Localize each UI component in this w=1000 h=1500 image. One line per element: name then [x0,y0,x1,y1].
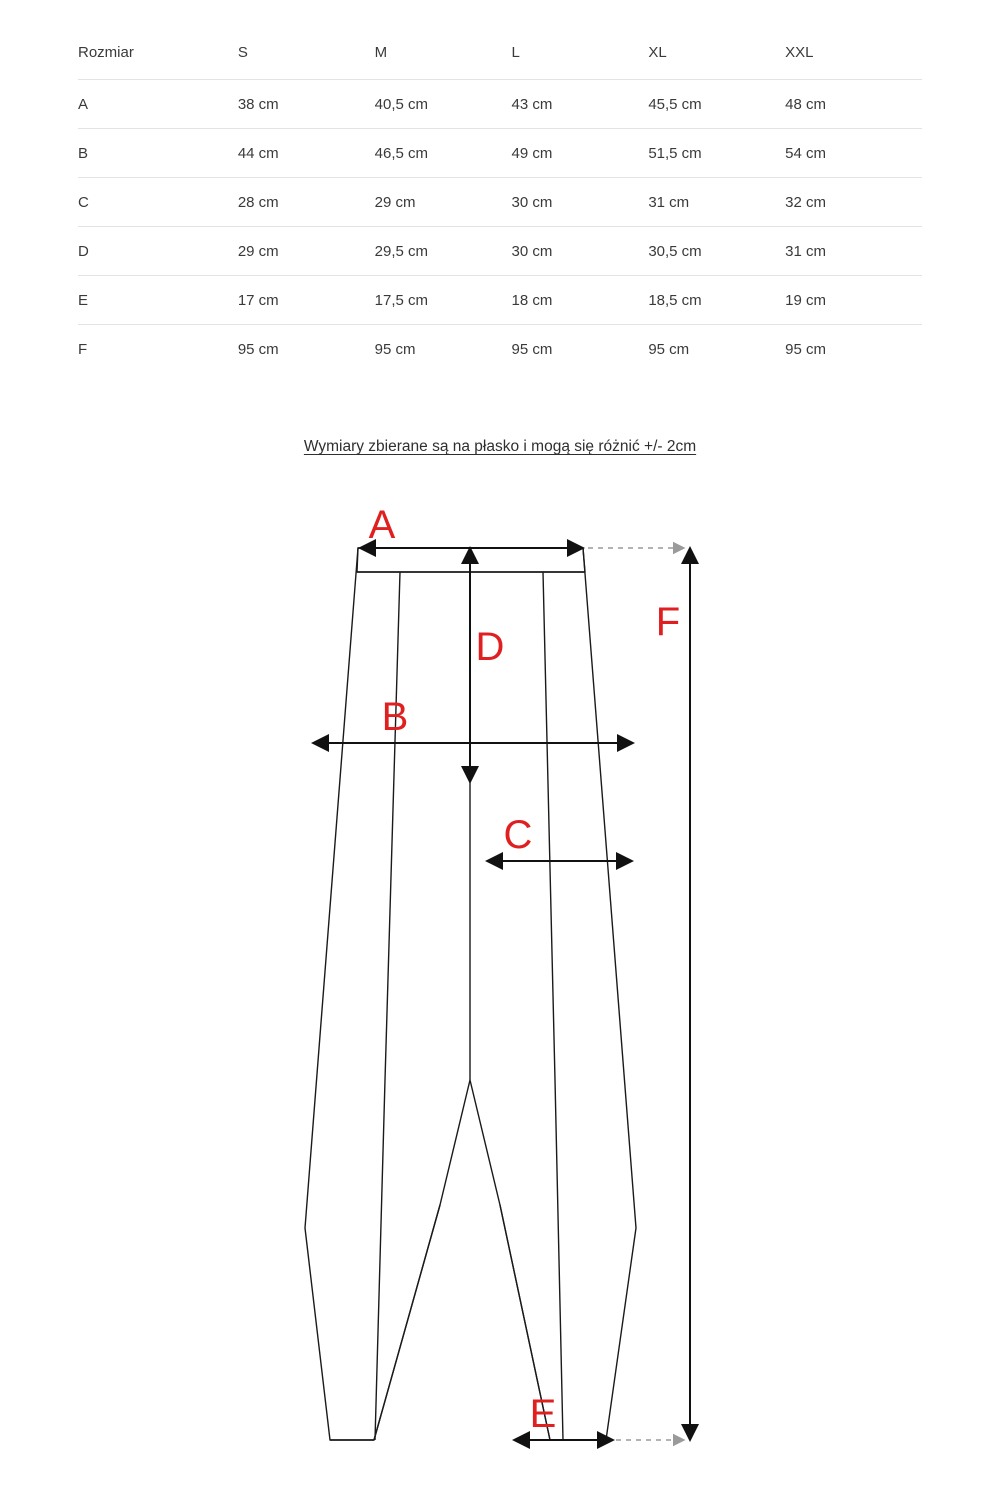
cell-f-m: 95 cm [374,341,416,358]
cell-e-xl: 18,5 cm [648,276,785,325]
dimension-a [360,503,583,548]
cell-d-xxl: 31 cm [785,227,922,276]
cell-e-s: 17 cm [238,276,375,325]
cell-f-l: 95 cm [511,341,553,358]
row-label-d: D [78,227,238,276]
dimension-f [656,548,690,1440]
row-label-a: A [78,80,238,129]
cell-c-l: 30 cm [511,178,648,227]
cell-b-s: 44 cm [238,129,375,178]
table-body [78,80,922,374]
trousers-diagram [0,480,1000,1490]
column-header-rozmiar: Rozmiar [78,36,238,80]
cell-a-s: 38 cm [238,80,375,129]
cell-b-xl: 51,5 cm [648,129,785,178]
column-header-m: M [375,36,512,80]
cell-a-xxl: 48 cm [785,80,922,129]
cell-b-m: 46,5 cm [375,129,512,178]
table-row [78,227,922,276]
cell-c-xxl: 32 cm [785,178,922,227]
cell-e-l: 18 cm [511,276,648,325]
row-label-e: E [78,276,238,325]
row-label-b: B [78,129,238,178]
cell-f-s: 95 cm [237,341,279,358]
cell-d-l: 30 cm [511,227,648,276]
column-header-xxl: XXL [785,36,922,80]
dimension-d [470,548,504,782]
dimension-label-a: A [368,503,396,547]
dimension-b [313,695,633,743]
cell-d-m: 29,5 cm [375,227,512,276]
cell-e-xxl: 19 cm [785,276,922,325]
row-label-c: C [78,178,238,227]
dimension-label-d: D [475,625,505,669]
cell-b-l: 49 cm [511,129,648,178]
table-row [78,276,922,325]
cell-e-m: 17,5 cm [375,276,512,325]
column-header-l: L [511,36,648,80]
dimension-label-b: B [381,695,409,739]
guide-lines [588,548,684,1440]
table-row [78,178,922,227]
cell-f-xl: 95 cm [648,341,690,358]
measurement-note: Wymiary zbierane są na płasko i mogą się różnić +/- 2cm [303,438,697,455]
cell-a-l: 43 cm [511,80,648,129]
cell-b-xxl: 54 cm [785,129,922,178]
row-label-f: F [78,341,88,358]
cell-d-s: 29 cm [238,227,375,276]
table-row [78,325,922,374]
column-header-s: S [238,36,375,80]
dimension-label-e: E [529,1392,557,1436]
cell-c-s: 28 cm [238,178,375,227]
cell-f-xxl: 95 cm [785,341,827,358]
cell-a-m: 40,5 cm [375,80,512,129]
dimension-c [487,813,632,861]
table-row [78,80,922,129]
cell-c-xl: 31 cm [648,178,785,227]
dimension-label-f: F [655,600,681,644]
table-row [78,129,922,178]
cell-a-xl: 45,5 cm [648,80,785,129]
table-header-row [78,36,922,80]
size-table [78,36,922,373]
table-header [78,36,922,80]
cell-c-m: 29 cm [375,178,512,227]
cell-d-xl: 30,5 cm [648,227,785,276]
dimension-label-c: C [503,813,533,857]
column-header-xl: XL [648,36,785,80]
